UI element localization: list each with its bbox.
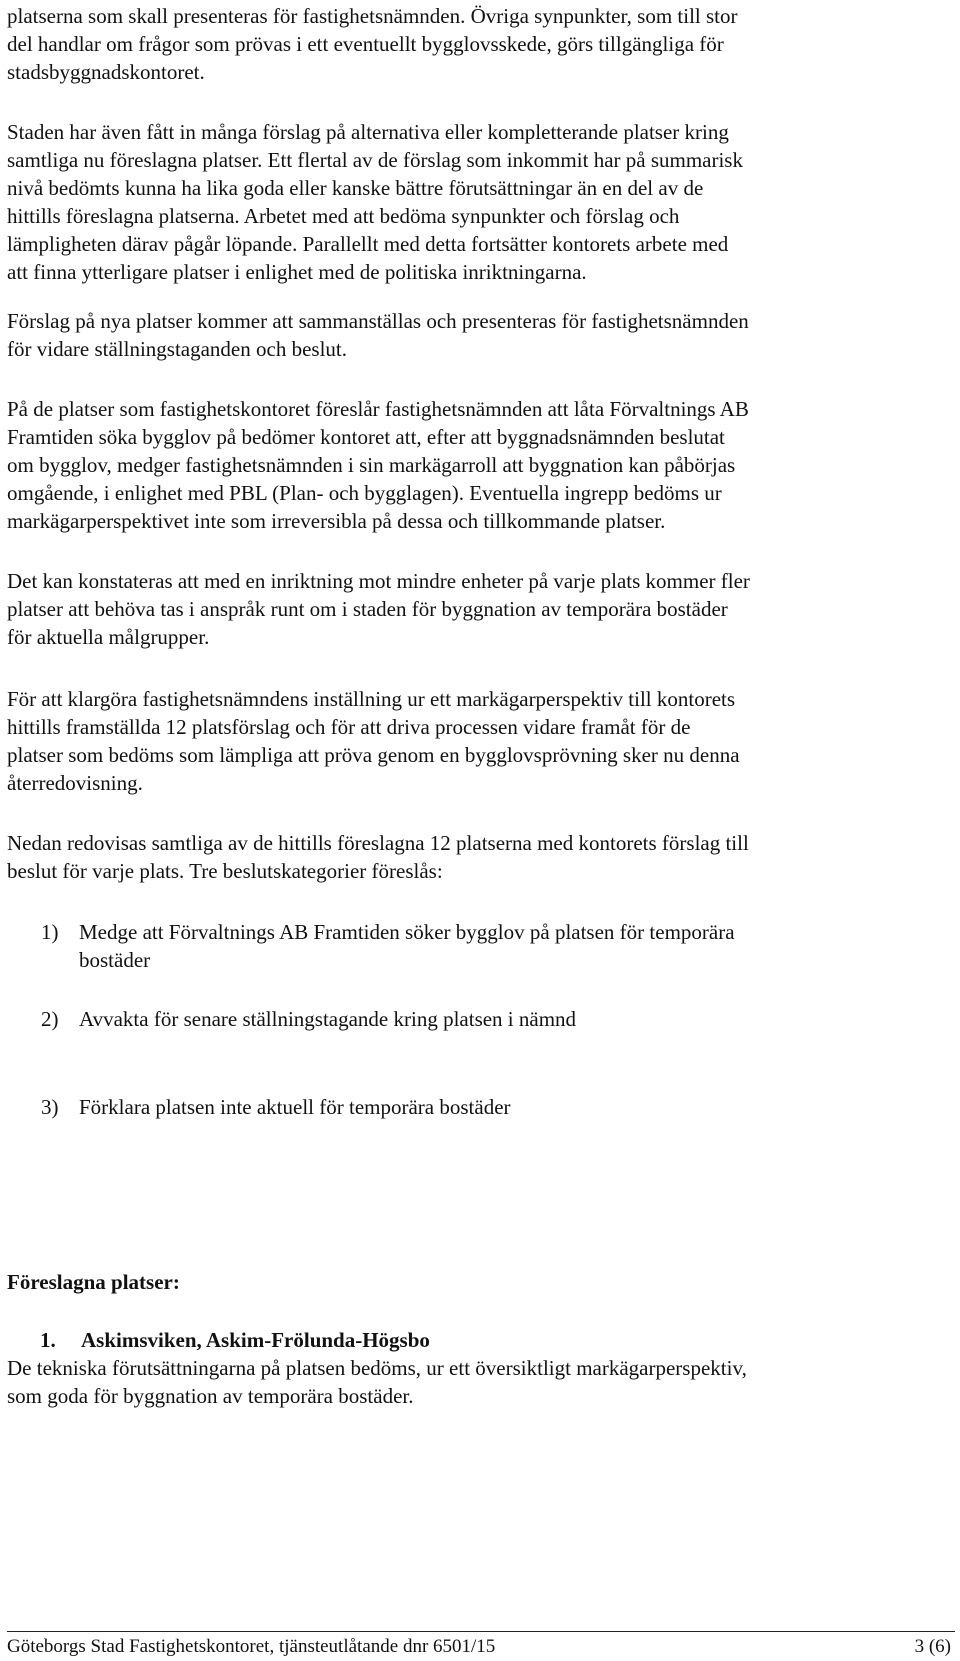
site-description xyxy=(7,1354,955,1410)
text-line: Avvakta för senare ställningstagande kring platsen i nämnd xyxy=(79,1007,577,1031)
text-line: Nedan redovisas samtliga av de hittills föreslagna 12 platserna med kontorets förslag till xyxy=(7,831,749,855)
text-line: återredovisning. xyxy=(7,771,143,795)
text-line: hittills föreslagna platserna. Arbetet med att bedöma synpunkter och förslag och xyxy=(7,204,680,228)
text-line: Medge att Förvaltnings AB Framtiden söker bygglov på platsen för temporära xyxy=(79,920,735,944)
text-line: Det kan konstateras att med en inriktning mot mindre enheter på varje plats kommer fler xyxy=(7,569,750,593)
paragraph-redovisning xyxy=(7,829,955,885)
text-line: Framtiden söka bygglov på bedömer kontoret att, efter att byggnadsnämnden beslutat xyxy=(7,425,725,449)
list-item-number: 2) xyxy=(41,1007,59,1031)
list-item-text xyxy=(79,1005,939,1033)
text-line: nivå bedömts kunna ha lika goda eller kanske bättre förutsättningar än en del av de xyxy=(7,176,704,200)
text-line: Förklara platsen inte aktuell för temporära bostäder xyxy=(79,1095,511,1119)
text-line: samtliga nu föreslagna platser. Ett flertal av de förslag som inkommit har på summarisk xyxy=(7,148,743,172)
text-line: hittills framställda 12 platsförslag och för att driva processen vidare framåt för de xyxy=(7,715,691,739)
footer-document-reference: Göteborgs Stad Fastighetskontoret, tjänsteutlåtande dnr 6501/15 xyxy=(7,1636,496,1657)
paragraph-mindre-enheter xyxy=(7,567,955,651)
list-item-number: 1) xyxy=(41,920,59,944)
text-line: stadsbyggnadskontoret. xyxy=(7,60,205,84)
text-line: lämpligheten därav pågår löpande. Parallellt med detta fortsätter kontorets arbete med xyxy=(7,232,729,256)
text-line: Staden har även fått in många förslag på alternativa eller kompletterande platser kring xyxy=(7,120,729,144)
text-line: om bygglov, medger fastighetsnämnden i sin markägarroll att byggnation kan påbörjas xyxy=(7,453,736,477)
paragraph-klargora xyxy=(7,685,955,797)
text-line: som goda för byggnation av temporära bostäder. xyxy=(7,1384,414,1408)
footer-divider xyxy=(7,1631,955,1632)
list-item-text xyxy=(79,1093,939,1121)
section-heading: Föreslagna platser: xyxy=(7,1270,180,1294)
text-line: platser som bedöms som lämpliga att pröva genom en bygglovsprövning sker nu denna xyxy=(7,743,740,767)
text-line: beslut för varje plats. Tre beslutskategorier föreslås: xyxy=(7,859,443,883)
footer-page-number: 3 (6) xyxy=(914,1636,951,1657)
paragraph-alternativa-platser xyxy=(7,118,955,286)
text-line: platser att behöva tas i anspråk runt om i staden för byggnation av temporära bostäder xyxy=(7,597,728,621)
text-line: Förslag på nya platser kommer att sammanställas och presenteras för fastighetsnämnden xyxy=(7,309,749,333)
paragraph-bygglov xyxy=(7,395,955,535)
text-line: På de platser som fastighetskontoret föreslår fastighetsnämnden att låta Förvaltnings AB xyxy=(7,397,749,421)
text-line: platserna som skall presenteras för fastighetsnämnden. Övriga synpunkter, som till stor xyxy=(7,4,738,28)
list-item-number: 3) xyxy=(41,1095,59,1119)
text-line: De tekniska förutsättningarna på platsen bedöms, ur ett översiktligt markägarperspektiv, xyxy=(7,1356,747,1380)
text-line: del handlar om frågor som prövas i ett eventuellt bygglovsskede, görs tillgängliga för xyxy=(7,32,724,56)
text-line: bostäder xyxy=(79,948,151,972)
text-line: för vidare ställningstaganden och beslut. xyxy=(7,337,347,361)
text-line: för aktuella målgrupper. xyxy=(7,625,210,649)
text-line: att finna ytterligare platser i enlighet med de politiska inriktningarna. xyxy=(7,260,587,284)
paragraph-synpunkter xyxy=(7,2,955,86)
list-item-text xyxy=(79,918,939,974)
text-line: omgående, i enlighet med PBL (Plan- och bygglagen). Eventuella ingrepp bedöms ur xyxy=(7,481,722,505)
text-line: För att klargöra fastighetsnämndens inställning ur ett markägarperspektiv till kontorets xyxy=(7,687,736,711)
site-title: Askimsviken, Askim-Frölunda-Högsbo xyxy=(81,1328,430,1352)
paragraph-nya-platser xyxy=(7,307,955,363)
site-number: 1. xyxy=(40,1328,56,1352)
text-line: markägarperspektivet inte som irreversibla på dessa och tillkommande platser. xyxy=(7,509,666,533)
